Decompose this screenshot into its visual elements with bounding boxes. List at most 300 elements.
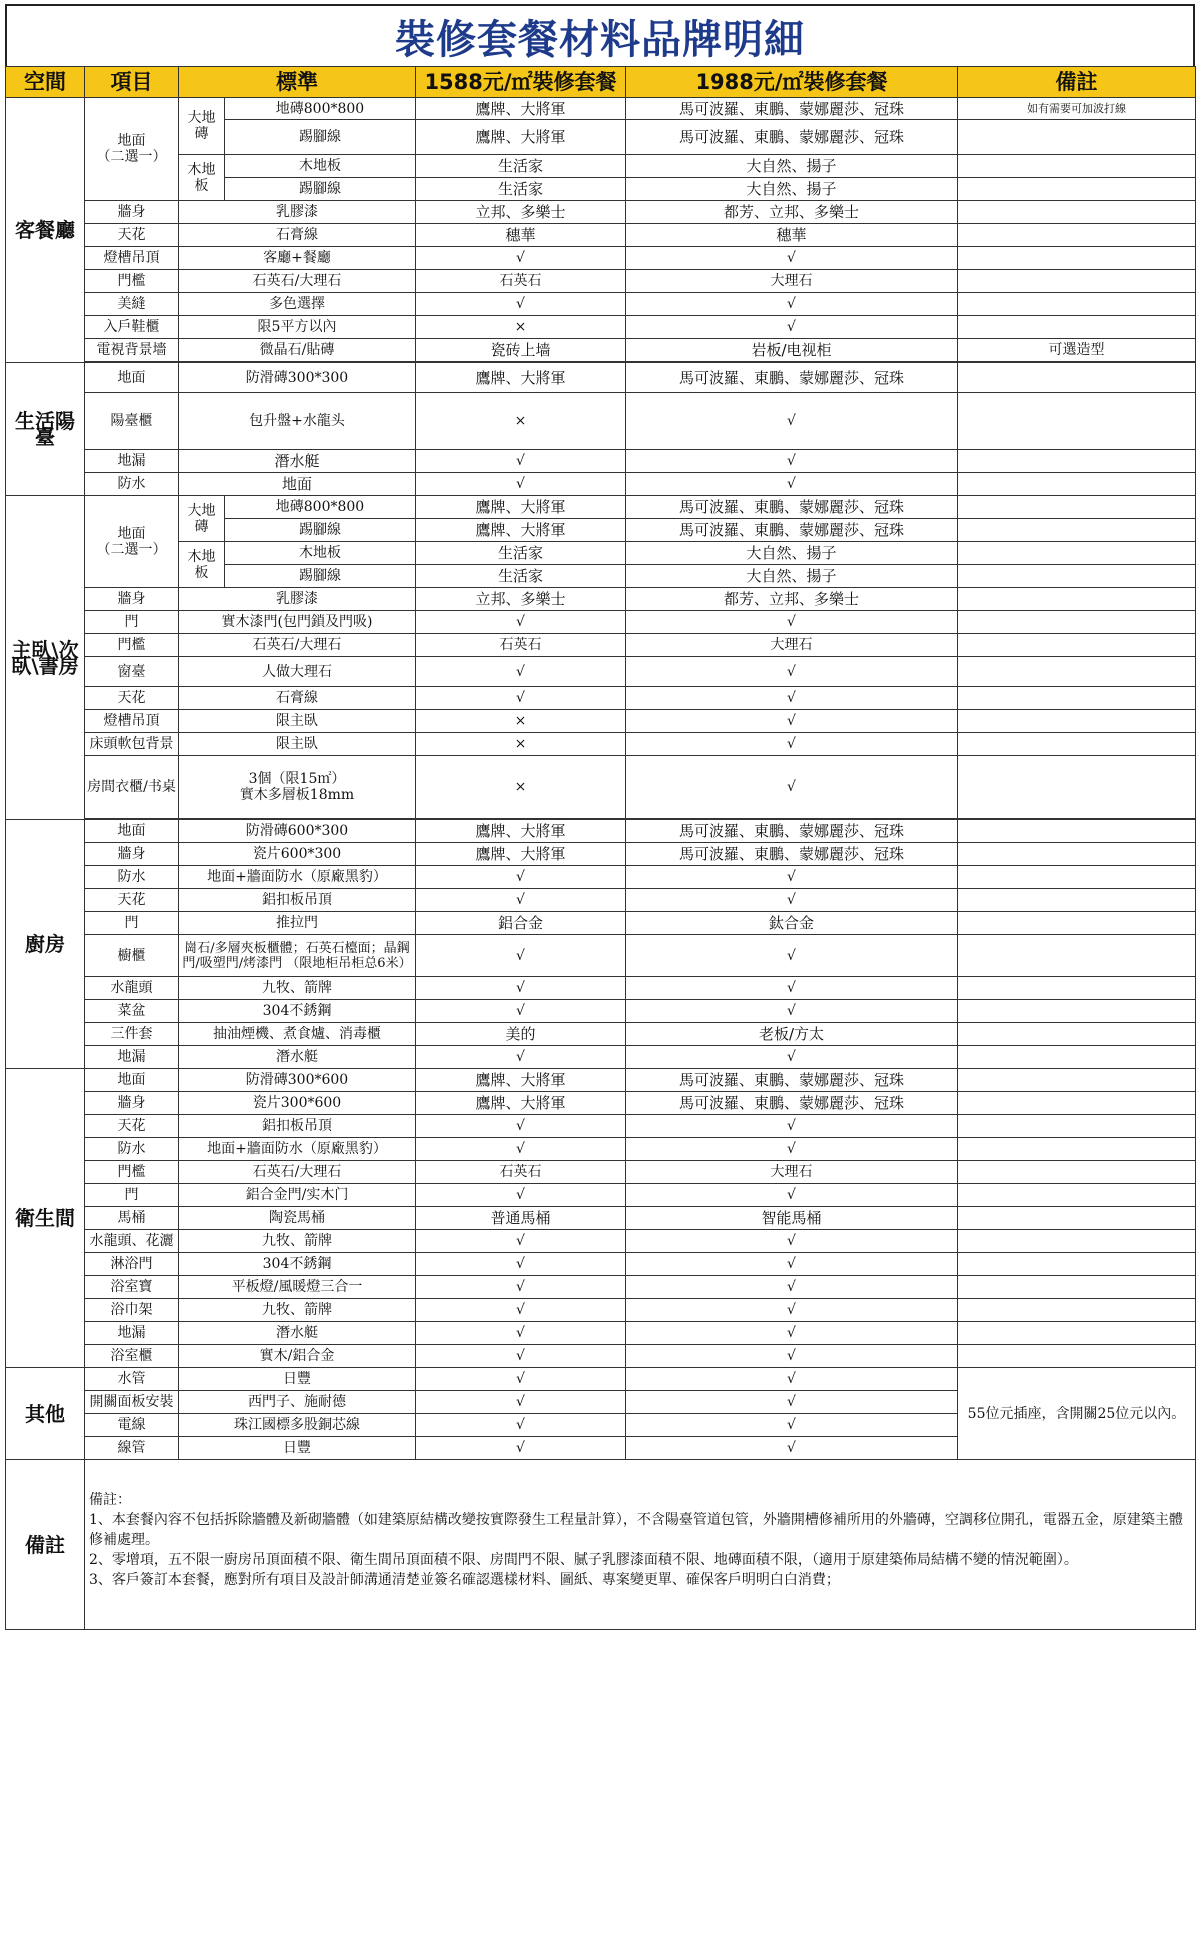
pkg1-cell: 穗華 (416, 224, 626, 247)
check-mark: √ (416, 1391, 626, 1414)
check-mark: √ (626, 293, 958, 316)
pkg1-cell: 鷹牌、大將軍 (416, 98, 626, 120)
standard-cell: 石英石/大理石 (179, 1161, 416, 1184)
sub-item-cell: 木地板 (179, 155, 225, 201)
item-cell: 菜盆 (85, 1000, 179, 1023)
check-mark: √ (416, 1184, 626, 1207)
item-cell: 天花 (85, 687, 179, 710)
check-mark: √ (416, 1230, 626, 1253)
standard-cell: 包升盤+水龍头 (179, 393, 416, 450)
header-row (6, 67, 1196, 98)
check-mark: √ (626, 687, 958, 710)
table-row (6, 588, 1196, 611)
item-cell: 三件套 (85, 1023, 179, 1046)
space-label: 衛生間 (6, 1069, 85, 1368)
standard-cell: 石英石/大理石 (179, 634, 416, 657)
remark-cell (958, 363, 1196, 393)
item-cell: 牆身 (85, 1092, 179, 1115)
pkg2-cell: 都芳、立邦、多樂士 (626, 588, 958, 611)
space-label: 備註 (6, 1460, 85, 1630)
pkg1-cell: 石英石 (416, 634, 626, 657)
remark-cell (958, 1115, 1196, 1138)
check-mark: √ (626, 1000, 958, 1023)
remark-cell: 可選造型 (958, 339, 1196, 362)
check-mark: √ (626, 1046, 958, 1069)
remark-cell (958, 120, 1196, 155)
check-mark: √ (626, 733, 958, 756)
pkg2-cell: 馬可波羅、東鵬、蒙娜麗莎、冠珠 (626, 843, 958, 866)
check-mark: √ (416, 1276, 626, 1299)
standard-cell: 西門子、施耐德 (179, 1391, 416, 1414)
pkg2-cell: 智能馬桶 (626, 1207, 958, 1230)
table-row (6, 247, 1196, 270)
standard-cell: 乳膠漆 (179, 588, 416, 611)
table-row (6, 1023, 1196, 1046)
check-mark: √ (416, 1437, 626, 1460)
standard-cell: 平板燈/風暖燈三合一 (179, 1276, 416, 1299)
remark-cell (958, 1069, 1196, 1092)
standard-cell: 客廳+餐廳 (179, 247, 416, 270)
item-cell: 房間衣櫃/书桌 (85, 756, 179, 819)
table-row (6, 293, 1196, 316)
remark-cell (958, 155, 1196, 178)
table-row (6, 1368, 1196, 1391)
pkg2-cell: 馬可波羅、東鵬、蒙娜麗莎、冠珠 (626, 363, 958, 393)
check-mark: √ (626, 657, 958, 687)
check-mark: √ (416, 293, 626, 316)
space-label: 生活陽臺 (6, 363, 85, 496)
check-mark: √ (626, 977, 958, 1000)
check-mark: √ (626, 247, 958, 270)
item-cell: 水龍頭、花灑 (85, 1230, 179, 1253)
table-row (6, 1069, 1196, 1092)
remark-cell (958, 519, 1196, 542)
check-mark: √ (626, 866, 958, 889)
table-row (6, 1161, 1196, 1184)
table-row (6, 363, 1196, 393)
standard-cell: 地磚800*800 (225, 496, 416, 519)
remark-cell (958, 1023, 1196, 1046)
item-cell: 地漏 (85, 450, 179, 473)
check-mark: √ (416, 687, 626, 710)
table-row (6, 1345, 1196, 1368)
item-cell: 地面 (85, 1069, 179, 1092)
standard-cell: 限5平方以內 (179, 316, 416, 339)
pkg1-cell: 生活家 (416, 542, 626, 565)
check-mark: √ (626, 889, 958, 912)
table-row (6, 733, 1196, 756)
item-cell: 水管 (85, 1368, 179, 1391)
cross-mark: × (416, 733, 626, 756)
pkg2-cell: 大理石 (626, 1161, 958, 1184)
table-row (6, 843, 1196, 866)
standard-cell: 微晶石/貼磚 (179, 339, 416, 362)
item-cell: 電視背景墻 (85, 339, 179, 362)
item-cell: 天花 (85, 1115, 179, 1138)
standard-cell: 踢腳線 (225, 565, 416, 588)
remark-cell (958, 316, 1196, 339)
standard-cell: 木地板 (225, 155, 416, 178)
standard-cell: 踢腳線 (225, 519, 416, 542)
check-mark: √ (626, 935, 958, 977)
table-row (6, 316, 1196, 339)
remark-cell (958, 565, 1196, 588)
table-row (6, 935, 1196, 977)
remark-cell (958, 1322, 1196, 1345)
item-cell: 櫥櫃 (85, 935, 179, 977)
standard-cell: 推拉門 (179, 912, 416, 935)
standard-cell: 防滑磚300*600 (179, 1069, 416, 1092)
remark-cell (958, 1092, 1196, 1115)
price-sheet (5, 4, 1195, 1630)
check-mark: √ (626, 756, 958, 819)
pkg1-cell: 生活家 (416, 155, 626, 178)
table-row (6, 1253, 1196, 1276)
standard-cell: 多色選擇 (179, 293, 416, 316)
table-row (6, 866, 1196, 889)
pkg2-cell: 馬可波羅、東鵬、蒙娜麗莎、冠珠 (626, 98, 958, 120)
item-cell: 地漏 (85, 1322, 179, 1345)
item-cell: 地面 (85, 363, 179, 393)
pkg2-cell: 老板/方太 (626, 1023, 958, 1046)
notes-item-1: 1、本套餐內容不包括拆除牆體及新砌牆體（如建築原結構改變按實際發生工程量計算），不含陽臺管道包管，外牆開槽修補所用的外牆磚，空調移位開孔，電器五金，原建築主體修補處理。 (89, 1512, 1183, 1548)
space-label: 客餐廳 (6, 98, 85, 363)
item-cell: 浴巾架 (85, 1299, 179, 1322)
item-cell: 門檻 (85, 270, 179, 293)
standard-cell: 崗石/多層夾板櫃體；石英石檯面；晶鋼門/吸塑門/烤漆門 （限地柜吊柜总6米） (179, 935, 416, 977)
item-cell: 門檻 (85, 1161, 179, 1184)
remark-cell (958, 733, 1196, 756)
remark-cell (958, 710, 1196, 733)
table-row (6, 1207, 1196, 1230)
pkg1-cell: 美的 (416, 1023, 626, 1046)
table-row (6, 98, 1196, 120)
item-cell: 防水 (85, 473, 179, 496)
table-row (6, 1000, 1196, 1023)
pkg2-cell: 都芳、立邦、多樂士 (626, 201, 958, 224)
pkg1-cell: 鷹牌、大將軍 (416, 1092, 626, 1115)
remark-cell (958, 588, 1196, 611)
check-mark: √ (626, 316, 958, 339)
table-row (6, 450, 1196, 473)
remark-cell (958, 1276, 1196, 1299)
standard-cell: 瓷片600*300 (179, 843, 416, 866)
pkg2-cell: 穗華 (626, 224, 958, 247)
pkg2-cell: 馬可波羅、東鵬、蒙娜麗莎、冠珠 (626, 1092, 958, 1115)
check-mark: √ (416, 1000, 626, 1023)
standard-cell: 鋁合金門/实木门 (179, 1184, 416, 1207)
item-cell: 門檻 (85, 634, 179, 657)
remark-cell (958, 1299, 1196, 1322)
space-label: 主臥\次臥\書房 (6, 496, 85, 820)
standard-cell: 304不銹鋼 (179, 1000, 416, 1023)
remark-cell (958, 1046, 1196, 1069)
check-mark: √ (626, 1437, 958, 1460)
standard-cell: 瓷片300*600 (179, 1092, 416, 1115)
remark-cell (958, 1230, 1196, 1253)
remark-cell (958, 1253, 1196, 1276)
standard-cell: 陶瓷馬桶 (179, 1207, 416, 1230)
remark-cell (958, 201, 1196, 224)
remark-cell (958, 657, 1196, 687)
item-cell: 電線 (85, 1414, 179, 1437)
pkg2-cell: 大自然、揚子 (626, 542, 958, 565)
check-mark: √ (626, 710, 958, 733)
check-mark: √ (416, 1299, 626, 1322)
standard-cell: 石膏線 (179, 687, 416, 710)
remark-cell (958, 1000, 1196, 1023)
item-cell: 門 (85, 912, 179, 935)
item-cell: 地面 (85, 820, 179, 843)
cross-mark: × (416, 756, 626, 819)
pkg1-cell: 石英石 (416, 1161, 626, 1184)
table-row (6, 201, 1196, 224)
remark-cell (958, 866, 1196, 889)
notes-item-3: 3、客戶簽訂本套餐，應對所有項目及設計師溝通清楚並簽名確認選樣材料、圖紙、專案變更單、確保客戶明明白白消費； (89, 1572, 840, 1588)
check-mark: √ (626, 1230, 958, 1253)
remark-cell (958, 473, 1196, 496)
check-mark: √ (626, 1391, 958, 1414)
remark-cell (958, 1138, 1196, 1161)
check-mark: √ (416, 935, 626, 977)
check-mark: √ (416, 1414, 626, 1437)
standard-cell: 木地板 (225, 542, 416, 565)
check-mark: √ (416, 1253, 626, 1276)
remark-cell (958, 496, 1196, 519)
table-row (6, 1230, 1196, 1253)
remark-cell (958, 611, 1196, 634)
table-row (6, 1092, 1196, 1115)
brand-table (5, 66, 1196, 1630)
standard-cell: 日豐 (179, 1437, 416, 1460)
pkg2-cell: 馬可波羅、東鵬、蒙娜麗莎、冠珠 (626, 519, 958, 542)
table-row (6, 1046, 1196, 1069)
standard-cell: 限主臥 (179, 710, 416, 733)
standard-cell: 乳膠漆 (179, 201, 416, 224)
item-cell: 地漏 (85, 1046, 179, 1069)
pkg1-cell: 立邦、多樂士 (416, 201, 626, 224)
sub-item-cell: 木地板 (179, 542, 225, 588)
table-row (6, 393, 1196, 450)
standard-cell: 抽油煙機、煮食爐、消毒櫃 (179, 1023, 416, 1046)
cross-mark: × (416, 393, 626, 450)
sub-item-cell: 大地磚 (179, 496, 225, 542)
notes-item-2: 2、零增項，五不限一廚房吊頂面積不限、衛生間吊頂面積不限、房間門不限、膩子乳膠漆面積不限、地磚面積不限，（適用于原建築佈局結構不變的情況範圍）。 (89, 1552, 1078, 1568)
check-mark: √ (416, 1115, 626, 1138)
standard-cell: 珠江國標多股銅芯線 (179, 1414, 416, 1437)
check-mark: √ (416, 657, 626, 687)
remark-cell (958, 1184, 1196, 1207)
item-cell: 浴室櫃 (85, 1345, 179, 1368)
table-row (6, 912, 1196, 935)
check-mark: √ (416, 1345, 626, 1368)
standard-cell: 潛水艇 (179, 1322, 416, 1345)
standard-cell: 地面+牆面防水（原廠黑豹） (179, 1138, 416, 1161)
check-mark: √ (626, 611, 958, 634)
page-title: 裝修套餐材料品牌明細 (5, 4, 1195, 66)
standard-cell: 石膏線 (179, 224, 416, 247)
pkg1-cell: 鷹牌、大將軍 (416, 120, 626, 155)
pkg1-cell: 鷹牌、大將軍 (416, 1069, 626, 1092)
table-row (6, 756, 1196, 819)
pkg1-cell: 立邦、多樂士 (416, 588, 626, 611)
standard-cell: 踢腳線 (225, 178, 416, 201)
table-row (6, 542, 1196, 565)
check-mark: √ (626, 1299, 958, 1322)
table-row (6, 687, 1196, 710)
standard-cell: 九牧、箭牌 (179, 977, 416, 1000)
remark-cell (958, 687, 1196, 710)
table-row (6, 339, 1196, 362)
check-mark: √ (626, 1253, 958, 1276)
pkg2-cell: 鈦合金 (626, 912, 958, 935)
table-row (6, 889, 1196, 912)
header-remark: 備註 (958, 67, 1196, 98)
item-cell: 入戶鞋櫃 (85, 316, 179, 339)
remark-cell (958, 224, 1196, 247)
standard-cell: 踢腳線 (225, 120, 416, 155)
cross-mark: × (416, 316, 626, 339)
sub-item-cell: 大地磚 (179, 98, 225, 155)
header-space: 空間 (6, 67, 85, 98)
table-row (6, 710, 1196, 733)
pkg1-cell: 普通馬桶 (416, 1207, 626, 1230)
remark-cell: 如有需要可加波打線 (958, 98, 1196, 120)
item-cell: 防水 (85, 866, 179, 889)
item-cell: 水龍頭 (85, 977, 179, 1000)
pkg1-cell: 鷹牌、大將軍 (416, 820, 626, 843)
standard-cell: 鋁扣板吊頂 (179, 889, 416, 912)
notes-row (6, 1460, 1196, 1630)
table-row (6, 1322, 1196, 1345)
item-cell: 開關面板安裝 (85, 1391, 179, 1414)
notes-heading: 備註： (89, 1492, 131, 1508)
table-row (6, 977, 1196, 1000)
check-mark: √ (416, 1138, 626, 1161)
pkg1-cell: 瓷砖上墙 (416, 339, 626, 362)
item-cell: 門 (85, 1184, 179, 1207)
check-mark: √ (416, 247, 626, 270)
notes-text (85, 1460, 1196, 1630)
table-row (6, 820, 1196, 843)
standard-cell: 日豐 (179, 1368, 416, 1391)
item-cell: 浴室寶 (85, 1276, 179, 1299)
item-cell: 牆身 (85, 588, 179, 611)
item-cell: 天花 (85, 889, 179, 912)
item-cell: 牆身 (85, 843, 179, 866)
space-label: 廚房 (6, 820, 85, 1069)
table-row (6, 496, 1196, 519)
standard-cell: 地面 (179, 473, 416, 496)
pkg1-cell: 鷹牌、大將軍 (416, 843, 626, 866)
standard-cell: 304不銹鋼 (179, 1253, 416, 1276)
standard-cell: 實木漆門(包門鎖及門吸) (179, 611, 416, 634)
pkg1-cell: 鷹牌、大將軍 (416, 496, 626, 519)
pkg2-cell: 大自然、揚子 (626, 155, 958, 178)
remark-cell (958, 270, 1196, 293)
check-mark: √ (626, 1184, 958, 1207)
header-pkg2: 1988元/㎡裝修套餐 (626, 67, 958, 98)
table-row (6, 1276, 1196, 1299)
item-cell: 線管 (85, 1437, 179, 1460)
check-mark: √ (626, 1345, 958, 1368)
check-mark: √ (416, 1322, 626, 1345)
table-row (6, 657, 1196, 687)
item-cell: 美縫 (85, 293, 179, 316)
check-mark: √ (416, 473, 626, 496)
remark-cell (958, 912, 1196, 935)
pkg1-cell: 鋁合金 (416, 912, 626, 935)
item-cell: 防水 (85, 1138, 179, 1161)
remark-cell (958, 1207, 1196, 1230)
remark-cell (958, 1161, 1196, 1184)
remark-cell: 55位元插座，含開關25位元以內。 (958, 1368, 1196, 1460)
remark-cell (958, 935, 1196, 977)
remark-cell (958, 1345, 1196, 1368)
check-mark: √ (626, 1276, 958, 1299)
pkg1-cell: 生活家 (416, 565, 626, 588)
standard-cell: 九牧、箭牌 (179, 1230, 416, 1253)
check-mark: √ (416, 1368, 626, 1391)
header-pkg1: 1588元/㎡裝修套餐 (416, 67, 626, 98)
check-mark: √ (626, 1414, 958, 1437)
pkg2-cell: 大理石 (626, 270, 958, 293)
pkg2-cell: 馬可波羅、東鵬、蒙娜麗莎、冠珠 (626, 1069, 958, 1092)
pkg2-cell: 大自然、揚子 (626, 565, 958, 588)
remark-cell (958, 247, 1196, 270)
remark-cell (958, 450, 1196, 473)
standard-cell: 九牧、箭牌 (179, 1299, 416, 1322)
item-cell: 窗臺 (85, 657, 179, 687)
check-mark: √ (416, 450, 626, 473)
table-row (6, 1299, 1196, 1322)
remark-cell (958, 542, 1196, 565)
item-cell: 牆身 (85, 201, 179, 224)
check-mark: √ (626, 473, 958, 496)
table-row (6, 155, 1196, 178)
standard-cell: 潛水艇 (179, 450, 416, 473)
pkg2-cell: 馬可波羅、東鵬、蒙娜麗莎、冠珠 (626, 120, 958, 155)
standard-cell: 潛水艇 (179, 1046, 416, 1069)
remark-cell (958, 977, 1196, 1000)
item-cell: 地面 （二選一） (85, 496, 179, 588)
item-cell: 燈槽吊頂 (85, 247, 179, 270)
item-cell: 陽臺櫃 (85, 393, 179, 450)
header-item: 項目 (85, 67, 179, 98)
pkg2-cell: 馬可波羅、東鵬、蒙娜麗莎、冠珠 (626, 820, 958, 843)
check-mark: √ (416, 977, 626, 1000)
check-mark: √ (626, 1368, 958, 1391)
check-mark: √ (416, 611, 626, 634)
standard-cell: 地磚800*800 (225, 98, 416, 120)
standard-cell: 人做大理石 (179, 657, 416, 687)
table-row (6, 224, 1196, 247)
remark-cell (958, 634, 1196, 657)
standard-cell: 限主臥 (179, 733, 416, 756)
remark-cell (958, 756, 1196, 819)
check-mark: √ (626, 1115, 958, 1138)
table-row (6, 634, 1196, 657)
header-standard: 標準 (179, 67, 416, 98)
check-mark: √ (416, 1046, 626, 1069)
pkg1-cell: 鷹牌、大將軍 (416, 363, 626, 393)
table-row (6, 270, 1196, 293)
table-row (6, 473, 1196, 496)
table-row (6, 1138, 1196, 1161)
cross-mark: × (416, 710, 626, 733)
item-cell: 床頭軟包背景 (85, 733, 179, 756)
item-cell: 燈槽吊頂 (85, 710, 179, 733)
